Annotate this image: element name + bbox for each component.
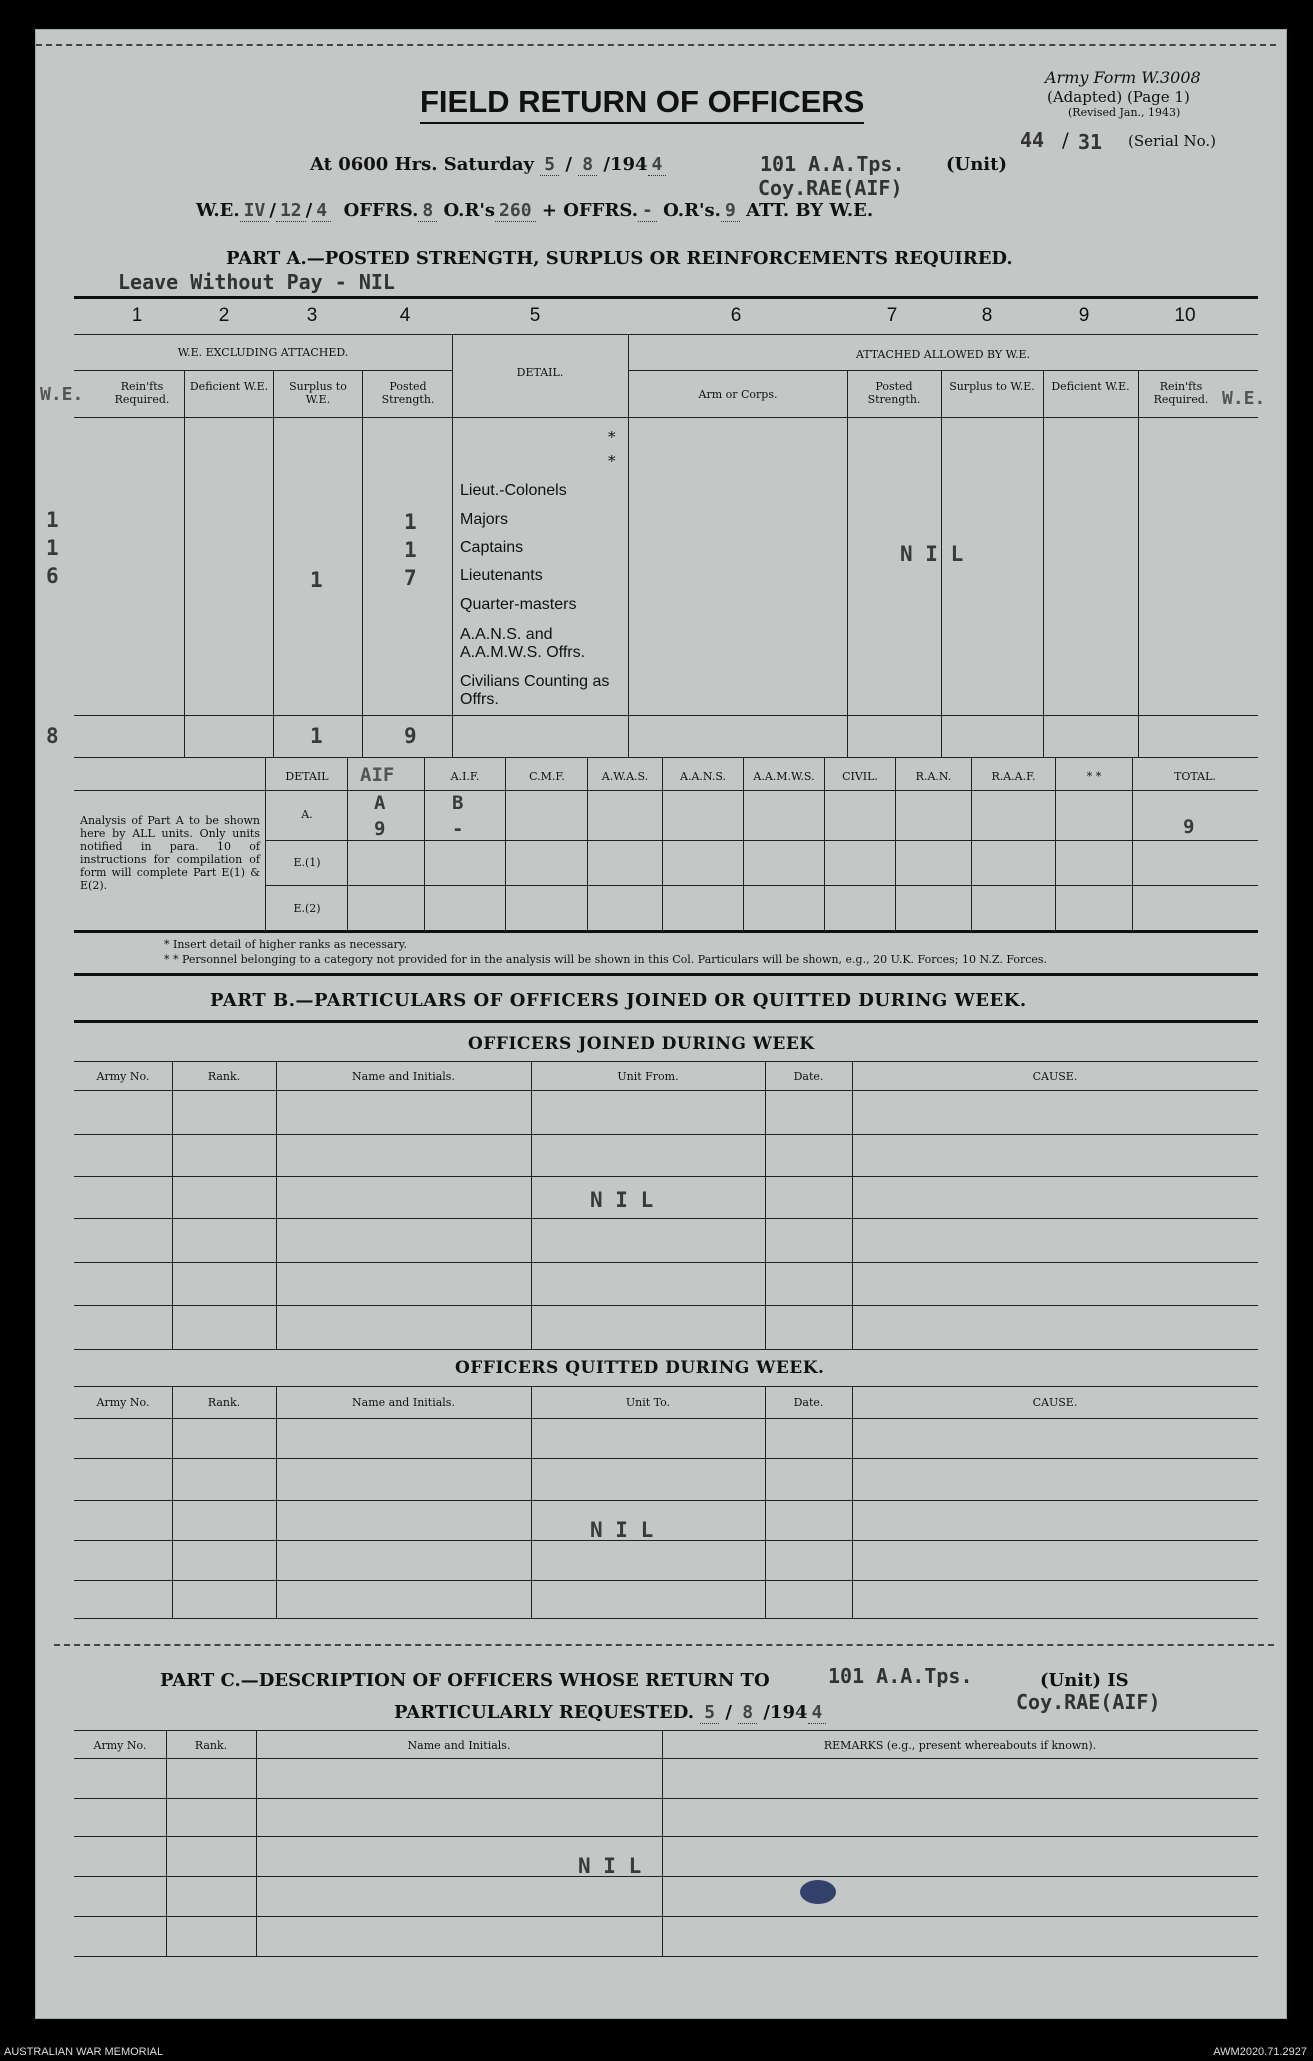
joined-head-date: Date. [793,1070,824,1083]
col-num-7: 7 [886,305,898,326]
rank-lieutenants: Lieutenants [460,567,543,584]
att-label: ATT. BY W.E. [746,200,874,221]
offrs2-label: OFFRS. [563,200,639,221]
part-b-title: PART B.—PARTICULARS OF OFFICERS JOINED OR QUITTED DURING WEEK. [210,990,1027,1011]
quitted-head-name: Name and Initials. [352,1396,455,1409]
day-value: 5 [540,154,559,176]
we-b: 12 [276,200,306,222]
rank-civilians: Civilians Counting as Offrs. [460,673,610,708]
at-label: At 0600 Hrs. Saturday [310,154,535,175]
an-head-ran: R.A.N. [915,770,952,783]
form-title: FIELD RETURN OF OFFICERS [420,84,864,124]
col-num-8: 8 [981,305,993,326]
attached-nil: N I L [900,542,964,566]
total-surplus: 1 [310,724,323,748]
an-total: 9 [1183,816,1195,838]
joined-nil: N I L [590,1188,654,1212]
star-1: * [608,428,616,446]
subhead-arm: Arm or Corps. [698,388,778,401]
offrs2-value: - [638,200,657,222]
an-sub-b: B [452,792,464,814]
an-head-total: TOTAL. [1174,770,1216,783]
quitted-head-cause: CAUSE. [1032,1396,1078,1409]
an-head-cmf: C.M.F. [529,770,565,783]
col-num-3: 3 [306,305,318,326]
col-num-4: 4 [399,305,411,326]
part-c-coy-typed: Coy.RAE(AIF) [1016,1690,1161,1714]
col-num-1: 1 [131,305,143,326]
ink-blot [800,1880,836,1904]
quitted-head-armyno: Army No. [96,1396,150,1409]
subhead-reinfts: Rein'fts Required. [114,380,170,406]
posted-lieutenants: 7 [404,566,417,590]
col-num-6: 6 [730,305,742,326]
col-num-10: 10 [1174,305,1196,326]
we-c: 4 [312,200,331,222]
footer-right: AWM2020.71.2927 [1213,2046,1307,2058]
requested-label: PARTICULARLY REQUESTED. [394,1702,694,1723]
perforation-mid [54,1644,1274,1646]
an-head-aamws: A.A.M.W.S. [753,770,815,783]
part-c-unit-typed: 101 A.A.Tps. [828,1664,973,1688]
col-num-2: 2 [218,305,230,326]
unit-label: (Unit) [946,154,1007,175]
quitted-title: OFFICERS QUITTED DURING WEEK. [455,1358,825,1378]
ors2-value: 9 [721,200,740,222]
serial-slash: / [1062,128,1069,152]
part-a-title: PART A.—POSTED STRENGTH, SURPLUS OR REINFORCEMENTS REQUIRED. [226,248,1013,269]
posted-captains: 1 [404,538,417,562]
part-c-year-digit: 4 [808,1702,827,1724]
rank-aans: A.A.N.S. and A.A.M.W.S. Offrs. [460,626,586,661]
part-c-line2: PARTICULARLY REQUESTED. 5 / 8 /194 4 [394,1702,826,1723]
c-head-remarks: REMARKS (e.g., present whereabouts if known). [823,1739,1097,1752]
serial-label: (Serial No.) [1128,132,1216,150]
rank-captains: Captains [460,539,524,556]
header-date-line: At 0600 Hrs. Saturday 5 / 8 /194 4 [310,154,666,175]
an-head-aif: A.I.F. [450,770,480,783]
part-c-month: 8 [738,1702,757,1724]
subhead-surplus2: Surplus to W.E. [949,380,1035,393]
an-sub-a: A [374,792,386,814]
an-row-e2: E.(2) [293,902,321,915]
subhead-surplus: Surplus to W.E. [289,380,347,406]
star-2: * [608,452,616,470]
adapted-label: (Adapted) (Page 1) [1047,88,1190,106]
year-prefix: 194 [609,154,648,175]
joined-head-armyno: Army No. [96,1070,150,1083]
detail-heading: DETAIL. [516,366,564,379]
rank-quartermasters: Quarter-masters [460,596,577,613]
c-head-name: Name and Initials. [407,1739,511,1752]
we-a: IV [240,200,270,222]
footnote-2: * * Personnel belonging to a category not provided for in the analysis will be shown in this Col. Particulars will be shown, e.g., 20 U.K. Forces; 10 N.Z. Forces. [164,953,1048,966]
quitted-head-rank: Rank. [207,1396,241,1409]
plus-sign: + [541,200,557,221]
footnote-1: * Insert detail of higher ranks as necessary. [164,938,408,951]
part-c-year-prefix: 194 [769,1702,808,1723]
we-excl-heading: W.E. EXCLUDING ATTACHED. [177,346,349,359]
revised-label: (Revised Jan., 1943) [1068,106,1181,119]
we-majors: 1 [46,508,59,532]
an-head-other: * * [1086,770,1102,783]
rank-lt-colonels: Lieut.-Colonels [460,482,567,499]
joined-head-name: Name and Initials. [352,1070,455,1083]
leave-without-pay-note: Leave Without Pay - NIL [118,270,395,294]
army-form-label: Army Form W.3008 [1045,68,1201,87]
an-val-a: 9 [374,818,386,840]
quitted-nil: N I L [590,1518,654,1542]
c-head-rank: Rank. [194,1739,228,1752]
an-head-aans: A.A.N.S. [680,770,726,783]
subhead-reinfts2: Rein'fts Required. [1153,380,1209,406]
subhead-posted: Posted Strength. [381,380,435,406]
we-captains: 1 [46,536,59,560]
part-c-day: 5 [700,1702,719,1724]
an-row-a: A. [301,808,313,821]
part-c-line1: PART C.—DESCRIPTION OF OFFICERS WHOSE RETURN TO [160,1670,770,1691]
joined-head-cause: CAUSE. [1032,1070,1078,1083]
unit-typed: 101 A.A.Tps. [760,152,905,176]
serial-left: 44 [1020,128,1045,152]
part-c-unit-label: (Unit) IS [1040,1670,1129,1691]
margin-we-left: W.E. [40,384,84,405]
analysis-note: Analysis of Part A to be shown here by ALL units. Only units notified in para. 10 of instructions for compilation of form will complete Part E(1) & E(2). [80,814,260,892]
an-head-raaf: R.A.A.F. [991,770,1036,783]
quitted-head-unit: Unit To. [625,1396,671,1409]
serial-right: 31 [1078,130,1103,154]
col-num-9: 9 [1078,305,1090,326]
coy-typed: Coy.RAE(AIF) [758,176,903,200]
surplus-lieutenants: 1 [310,568,323,592]
year-digit: 4 [648,154,667,176]
subhead-posted2: Posted Strength. [867,380,921,406]
an-row-e1: E.(1) [293,856,321,869]
an-val-b: - [452,818,464,840]
rank-majors: Majors [460,511,509,528]
subhead-deficient: Deficient W.E. [189,380,269,393]
offrs-value: 8 [418,200,437,222]
c-head-armyno: Army No. [93,1739,147,1752]
joined-title: OFFICERS JOINED DURING WEEK [468,1034,815,1054]
an-head-detail: DETAIL [285,770,329,783]
ors-label: O.R's [443,200,496,221]
subhead-deficient2: Deficient W.E. [1051,380,1130,393]
posted-majors: 1 [404,510,417,534]
quitted-head-date: Date. [793,1396,824,1409]
ors2-label: O.R's. [663,200,721,221]
an-head-civil: CIVIL. [842,770,878,783]
joined-head-unit: Unit From. [617,1070,679,1083]
header-we-line: W.E. IV / 12 / 4 OFFRS. 8 O.R's 260 + OFFRS. - O.R's. 9 ATT. BY W.E. [196,200,874,221]
an-head-awas: A.W.A.S. [601,770,649,783]
month-value: 8 [578,154,597,176]
offrs-label: OFFRS. [343,200,419,221]
perforation-top [36,44,1276,46]
attached-heading: ATTACHED ALLOWED BY W.E. [855,348,1031,361]
we-lieutenants: 6 [46,564,59,588]
total-we: 8 [46,724,59,748]
an-head-aif-typed: AIF [360,764,395,786]
joined-head-rank: Rank. [207,1070,241,1083]
ors-value: 260 [495,200,536,222]
part-c-nil: N I L [578,1854,642,1878]
col-num-5: 5 [529,305,541,326]
total-posted: 9 [404,724,417,748]
margin-we-right: W.E. [1222,388,1266,409]
we-label: W.E. [196,200,240,221]
footer-left: AUSTRALIAN WAR MEMORIAL [4,2046,164,2058]
